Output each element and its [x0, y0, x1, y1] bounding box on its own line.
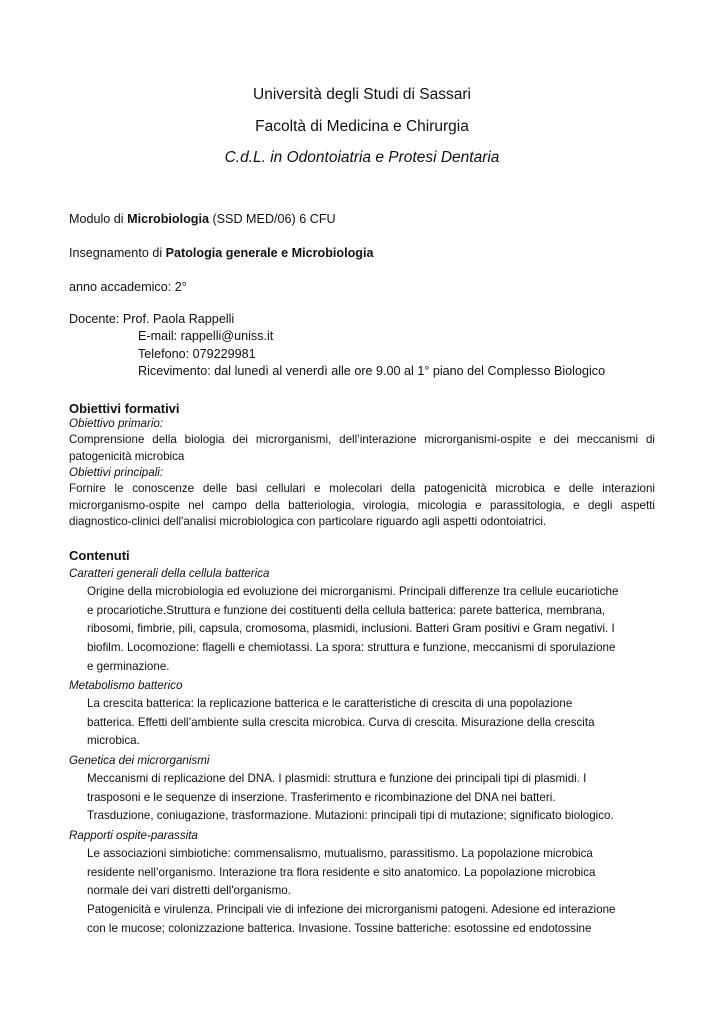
telefono-line: Telefono: 079229981: [138, 347, 256, 361]
modulo-name: Microbiologia: [127, 212, 209, 226]
contenuti-heading: Contenuti: [69, 548, 130, 563]
content-line: Meccanismi di replicazione del DNA. I plasmidi: struttura e funzione dei principali tipi di plasmidi. I: [87, 772, 587, 785]
content-line: con le mucose; colonizzazione batterica. Invasione. Tossine batteriche: esotossine ed endotossine: [87, 921, 592, 935]
insegnamento-prefix: Insegnamento di: [69, 246, 166, 260]
content-line: residente nell’organismo. Interazione tra flora residente e sito anatomico. La popolazione microbica: [87, 865, 596, 879]
ricevimento-line: Ricevimento: dal lunedì al venerdì alle ore 9.00 al 1° piano del Complesso Biologico: [138, 364, 606, 378]
obiettivo-primario-text: Comprensione della biologia dei microrganismi, dell’interazione microrganismi-ospite e dei meccanismi di patogenicità microbica: [69, 433, 655, 463]
content-line: batterica. Effetti dell’ambiente sulla crescita microbica. Curva di crescita. Misurazione della crescita: [87, 715, 595, 729]
modulo-prefix: Modulo di: [69, 212, 128, 226]
obiettivi-principali-text: Fornire le conoscenze delle basi cellulari e molecolari della patogenicità microbica e delle interazioni microrganismo-ospite nel campo della batteriologia, virologia, micologia e parassitologia, e degli aspetti diagnostico-clinici dell'analisi microbiologica con particolare riguardo agli aspetti odontoiatrici.: [69, 482, 655, 529]
obiettivi-heading: Obiettivi formativi: [69, 401, 180, 416]
content-line: Patogenicità e virulenza. Principali vie di infezione dei microrganismi patogeni. Adesione ed interazione: [87, 903, 616, 917]
content-line: biofilm. Locomozione: flagelli e chemiotassi. La spora: struttura e funzione, meccanismi di sporulazione: [87, 641, 616, 655]
section-title: Metabolismo batterico: [69, 679, 183, 692]
content-line: La crescita batterica: la replicazione batterica e le caratteristiche di crescita di una popolazione: [87, 697, 573, 710]
content-line: normale dei vari distretti dell'organismo.: [87, 884, 291, 898]
insegnamento-line: [69, 246, 373, 260]
insegnamento-name: Patologia generale e Microbiologia: [165, 246, 374, 260]
modulo-suffix: (SSD MED/06) 6 CFU: [208, 212, 336, 226]
content-line: Origine della microbiologia ed evoluzione dei microrganismi. Principali differenze tra cellule eucariotiche: [87, 585, 619, 598]
section-body: [87, 583, 657, 677]
university-title: Università degli Studi di Sassari: [253, 86, 471, 103]
faculty-title: Facoltà di Medicina e Chirurgia: [255, 118, 469, 135]
section-body: [87, 695, 657, 751]
section-title: Caratteri generali della cellula batterica: [69, 567, 270, 580]
content-line: e procariotiche.Struttura e funzione dei costituenti della cellula batterica: parete batterica, membrana,: [87, 603, 606, 617]
content-line: e germinazione.: [87, 659, 170, 673]
section-body: [87, 770, 657, 826]
course-title: C.d.L. in Odontoiatria e Protesi Dentaria: [224, 149, 500, 166]
content-line: trasposoni e le sequenze di inserzione. Trasferimento e ricombinazione del DNA nei batteri.: [87, 790, 556, 804]
anno-line: anno accademico: 2°: [69, 280, 187, 294]
content-line: Trasduzione, coniugazione, trasformazione. Mutazioni: principali tipi di mutazione; significato biologico.: [87, 809, 614, 823]
content-line: Le associazioni simbiotiche: commensalismo, mutualismo, parassitismo. La popolazione microbica: [87, 847, 593, 860]
docente-line: Docente: Prof. Paola Rappelli: [69, 312, 235, 326]
obiettivo-primario-label: Obiettivo primario:: [69, 417, 164, 430]
section-body: [87, 845, 657, 939]
section-title: Genetica dei microrganismi: [69, 754, 210, 767]
content-line: microbica.: [87, 734, 140, 748]
email-line: E-mail: rappelli@uniss.it: [138, 329, 274, 343]
modulo-line: [69, 212, 336, 226]
section-title: Rapporti ospite-parassita: [69, 829, 198, 842]
obiettivi-principali-label: Obiettivi principali:: [69, 466, 164, 479]
content-line: ribosomi, fimbrie, pili, capsula, cromosoma, plasmidi, inclusioni. Batteri Gram positivi e Gram negativi. I: [87, 622, 615, 636]
